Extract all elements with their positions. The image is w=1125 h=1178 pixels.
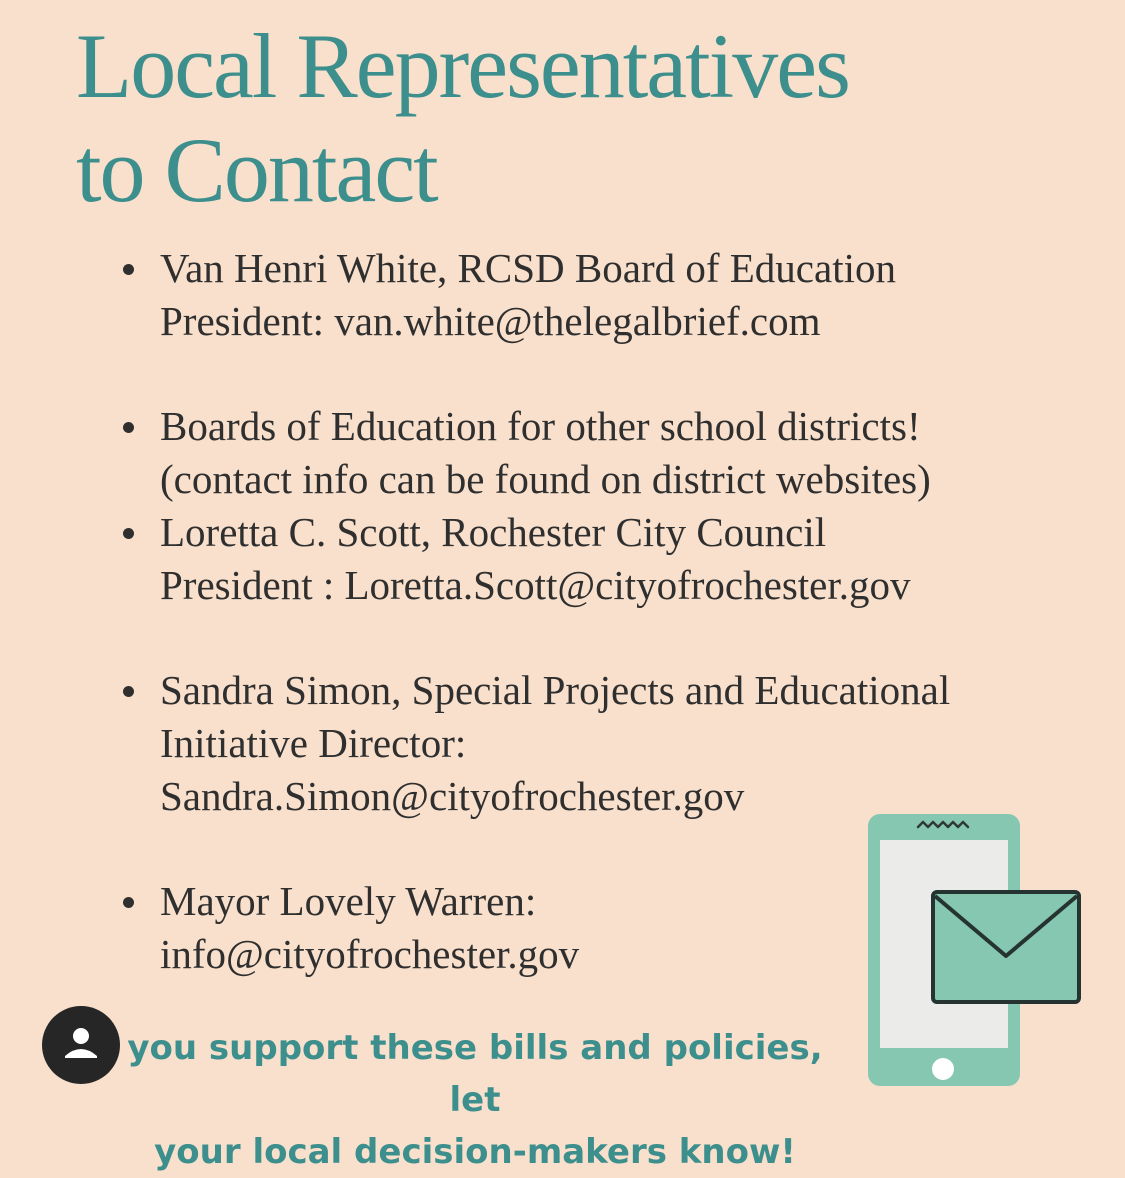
title-line-2: to Contact: [76, 119, 437, 221]
bullet-icon: [123, 686, 134, 697]
contact-role: Initiative Director:: [160, 720, 467, 766]
user-avatar-icon[interactable]: [42, 1006, 120, 1084]
person-icon: [42, 1006, 120, 1084]
contact-name: Van Henri White, RCSD Board of Education: [160, 245, 896, 291]
contact-item-sandra-simon: [120, 664, 1060, 823]
bullet-icon: [123, 422, 134, 433]
contact-name: Sandra Simon, Special Projects and Educational: [160, 667, 951, 713]
phone-home-button: [932, 1058, 954, 1080]
bullet-icon: [123, 528, 134, 539]
footer-line-1: you support these bills and policies, let: [127, 1028, 823, 1120]
footer-message: [110, 1022, 840, 1178]
contact-email: Sandra.Simon@cityofrochester.gov: [160, 773, 745, 819]
contact-note: (contact info can be found on district websites): [160, 456, 931, 502]
page-title: [76, 14, 849, 222]
envelope-icon: [931, 890, 1081, 1004]
contact-name: Boards of Education for other school districts!: [160, 403, 921, 449]
contact-item-loretta-scott: [120, 506, 1060, 612]
contact-email: President : Loretta.Scott@cityofrochester.gov: [160, 562, 911, 608]
speaker-icon: [912, 818, 976, 832]
contact-email: President: van.white@thelegalbrief.com: [160, 298, 821, 344]
contact-name: Mayor Lovely Warren:: [160, 878, 537, 924]
bullet-icon: [123, 264, 134, 275]
footer-line-2: your local decision-makers know!: [154, 1132, 796, 1172]
title-line-1: Local Representatives: [76, 15, 849, 117]
contact-item-boards-of-education: [120, 400, 1060, 506]
contact-item-van-white: [120, 242, 1060, 348]
contact-email: info@cityofrochester.gov: [160, 931, 580, 977]
contact-name: Loretta C. Scott, Rochester City Council: [160, 509, 827, 555]
bullet-icon: [123, 897, 134, 908]
